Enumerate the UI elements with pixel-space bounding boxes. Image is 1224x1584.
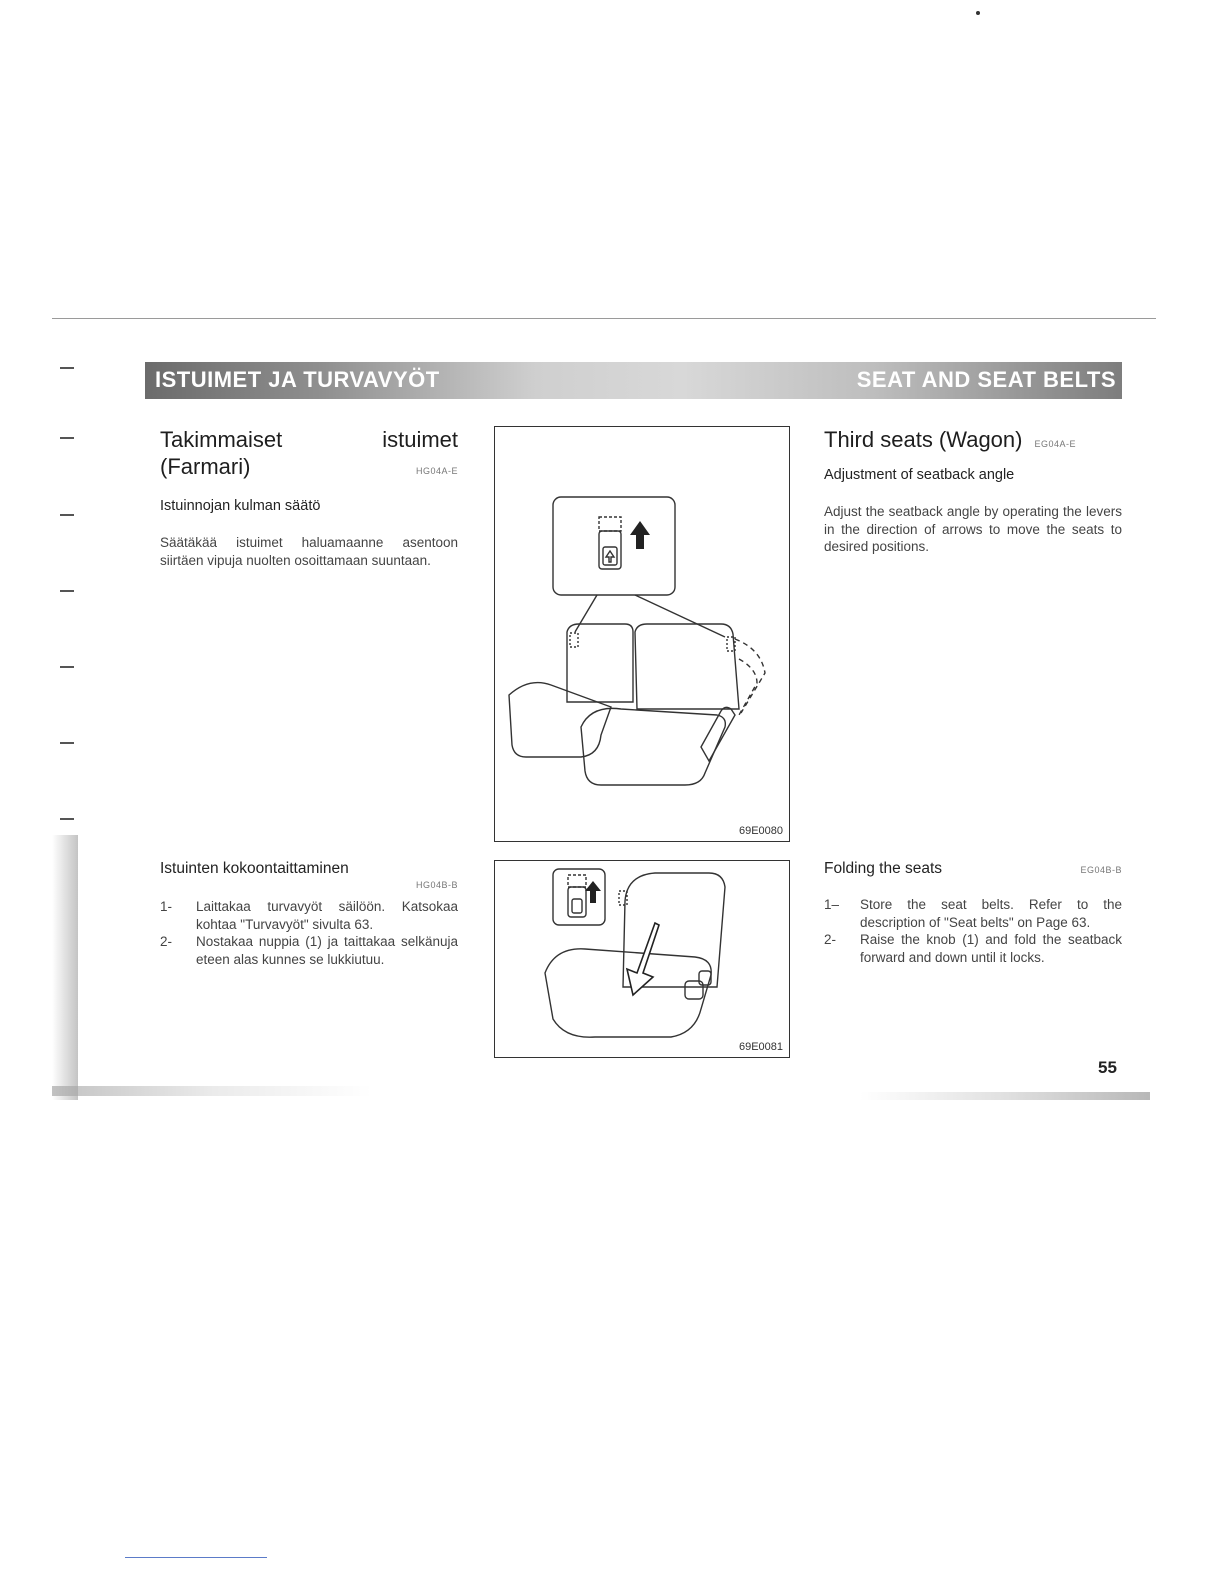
- list-item: 2- Nostakaa nuppia (1) ja taittakaa selkänuja eteen alas kunnes se lukkiutuu.: [160, 934, 458, 967]
- fi-section-1-title-line2: (Farmari): [160, 454, 251, 479]
- up-arrow-icon: [630, 521, 650, 549]
- fi-section-2-code: HG04B-B: [415, 880, 458, 890]
- footer-rule: [125, 1557, 267, 1558]
- page-edge-shadow: [52, 835, 78, 1100]
- fi-section-1-title: Takimmaiset istuimet: [160, 427, 458, 452]
- figure-1-code: 69E0080: [738, 825, 783, 837]
- speck: [976, 11, 980, 15]
- list-item: 2- Raise the knob (1) and fold the seatback forward and down until it locks.: [824, 932, 1122, 965]
- en-section-2-code: EG04B-B: [1080, 865, 1122, 875]
- header-left-title: ISTUIMET JA TURVAVYÖT: [155, 367, 440, 392]
- en-section-1-subtitle: Adjustment of seatback angle: [824, 467, 1015, 483]
- fi-section-1-code: HG04A-E: [415, 466, 458, 476]
- fold-arrow-icon: [627, 923, 659, 995]
- fi-section-1: [160, 426, 458, 583]
- fi-section-1-subtitle: Istuinnojan kulman säätö: [160, 498, 321, 514]
- seat-recline-illustration: [495, 427, 789, 841]
- list-item: 1- Laittakaa turvavyöt säilöön. Katsokaa kohtaa "Turvavyöt" sivulta 63.: [160, 899, 458, 932]
- header-right-title: SEAT AND SEAT BELTS: [856, 367, 1116, 392]
- list-item: 1– Store the seat belts. Refer to the description of "Seat belts" on Page 63.: [824, 897, 1122, 930]
- scan-shadow-right: [860, 1092, 1150, 1100]
- seat-fold-illustration: [495, 861, 789, 1057]
- en-section-2-list: [824, 896, 1122, 966]
- fi-section-2-title: Istuinten kokoontaittaminen: [160, 860, 349, 877]
- scan-shadow-left: [52, 1086, 372, 1096]
- up-arrow-icon: [585, 881, 601, 903]
- figure-seat-recline: [494, 426, 790, 842]
- figure-2-code: 69E0081: [738, 1041, 783, 1053]
- en-section-1: [824, 426, 1122, 569]
- en-section-2: [824, 860, 1122, 966]
- fi-section-2-list: [160, 898, 458, 968]
- en-section-1-title: Third seats (Wagon): [824, 427, 1023, 452]
- figure-seat-fold: [494, 860, 790, 1058]
- fi-section-2: [160, 860, 458, 968]
- en-section-1-code: EG04A-E: [1034, 439, 1077, 449]
- fi-section-1-body: Säätäkää istuimet haluamaanne asentoon siirtäen vipuja nuolten osoittamaan suuntaan.: [160, 535, 458, 568]
- header-banner: [145, 362, 1122, 399]
- top-rule: [52, 318, 1156, 319]
- en-section-1-body: Adjust the seatback angle by operating the levers in the direction of arrows to move the seats to desired positions.: [824, 504, 1122, 554]
- en-section-2-title: Folding the seats: [824, 860, 943, 877]
- page-number: 55: [1098, 1058, 1117, 1077]
